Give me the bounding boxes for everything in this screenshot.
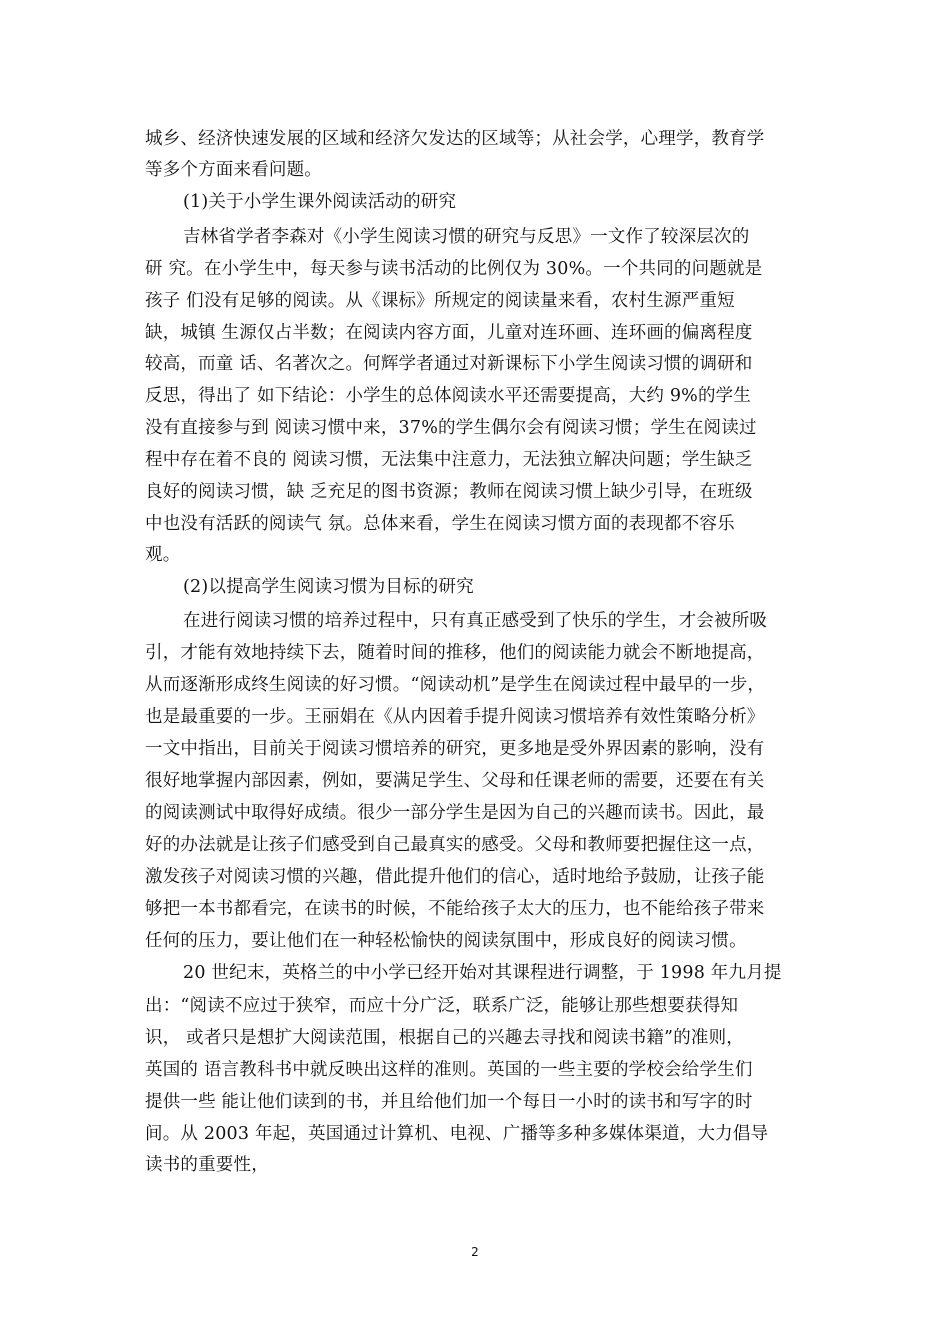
section-heading-2: (2)以提高学生阅读习惯为目标的研究 bbox=[183, 577, 474, 597]
text-line-7: 缺，城镇 生源仅占半数；在阅读内容方面，儿童对连环画、连环画的偏离程度 bbox=[145, 323, 753, 343]
text-line-1: 城乡、经济快速发展的区域和经济欠发达的区域等；从社会学，心理学，教育学 bbox=[145, 129, 765, 149]
text-line-27: 20 世纪末，英格兰的中小学已经开始对其课程进行调整，于 1998 年九月提 bbox=[183, 963, 782, 983]
text-line-4: 吉林省学者李森对《小学生阅读习惯的研究与反思》一文作了较深层次的 bbox=[183, 227, 750, 247]
text-line-29: 识， 或者只是想扩大阅读范围，根据自己的兴趣去寻找和阅读书籍”的准则， bbox=[145, 1028, 745, 1048]
text-line-5: 研 究。在小学生中，每天参与读书活动的比例仅为 30%。一个共同的问题就是 bbox=[145, 259, 763, 279]
text-line-33: 读书的重要性， bbox=[145, 1155, 269, 1175]
text-line-14: 观。 bbox=[145, 545, 181, 565]
section-heading-1: (1)关于小学生课外阅读活动的研究 bbox=[183, 192, 457, 212]
text-line-21: 很好地掌握内部因素，例如，要满足学生、父母和任课老师的需要，还要在有关 bbox=[145, 771, 765, 791]
text-line-19: 也是最重要的一步。王丽娟在《从内因着手提升阅读习惯培养有效性策略分析》 bbox=[145, 707, 765, 727]
page-number: 2 bbox=[471, 1245, 479, 1259]
text-line-6: 孩子 们没有足够的阅读。从《课标》所规定的阅读量来看，农村生源严重短 bbox=[145, 291, 735, 311]
text-line-8: 较高，而童 话、名著次之。何辉学者通过对新课标下小学生阅读习惯的调研和 bbox=[145, 354, 753, 374]
text-line-16: 在进行阅读习惯的培养过程中，只有真正感受到了快乐的学生，才会被所吸 bbox=[183, 611, 768, 631]
text-line-25: 够把一本书都看完，在读书的时候，不能给孩子太大的压力，也不能给孩子带来 bbox=[145, 899, 765, 919]
text-line-24: 激发孩子对阅读习惯的兴趣，借此提升他们的信心，适时地给予鼓励，让孩子能 bbox=[145, 867, 765, 887]
text-line-26: 任何的压力，要让他们在一种轻松愉快的阅读氛围中，形成良好的阅读习惯。 bbox=[145, 931, 747, 951]
text-line-17: 引，才能有效地持续下去，随着时间的推移，他们的阅读能力就会不断地提高， bbox=[145, 643, 765, 663]
text-line-22: 的阅读测试中取得好成绩。很少一部分学生是因为自己的兴趣而读书。因此，最 bbox=[145, 803, 765, 823]
text-line-30: 英国的 语言教科书中就反映出这样的准则。英国的一些主要的学校会给学生们 bbox=[145, 1060, 753, 1080]
text-line-9: 反思，得出了 如下结论：小学生的总体阅读水平还需要提高，大约 9%的学生 bbox=[145, 386, 752, 406]
text-line-18: 从而逐渐形成终生阅读的好习惯。“阅读动机”是学生在阅读过程中最早的一步， bbox=[145, 675, 766, 695]
text-line-12: 良好的阅读习惯，缺 乏充足的图书资源；教师在阅读习惯上缺少引导，在班级 bbox=[145, 482, 753, 502]
text-line-31: 提供一些 能让他们读到的书，并且给他们加一个每日一小时的读书和写字的时 bbox=[145, 1092, 753, 1112]
text-line-2: 等多个方面来看问题。 bbox=[145, 160, 322, 180]
text-line-23: 好的办法就是让孩子们感受到自己最真实的感受。父母和教师要把握住这一点， bbox=[145, 835, 765, 855]
text-line-11: 程中存在着不良的 阅读习惯，无法集中注意力，无法独立解决问题；学生缺乏 bbox=[145, 450, 753, 470]
text-line-20: 一文中指出，目前关于阅读习惯培养的研究，更多地是受外界因素的影响，没有 bbox=[145, 739, 765, 759]
text-line-28: 出：“阅读不应过于狭窄，而应十分广泛，联系广泛，能够让那些想要获得知 bbox=[145, 996, 739, 1016]
text-line-10: 没有直接参与到 阅读习惯中来，37%的学生偶尔会有阅读习惯；学生在阅读过 bbox=[145, 418, 757, 438]
text-line-13: 中也没有活跃的阅读气 氛。总体来看，学生在阅读习惯方面的表现都不容乐 bbox=[145, 514, 735, 534]
text-line-32: 间。从 2003 年起，英国通过计算机、电视、广播等多种多媒体渠道，大力倡导 bbox=[145, 1124, 769, 1144]
